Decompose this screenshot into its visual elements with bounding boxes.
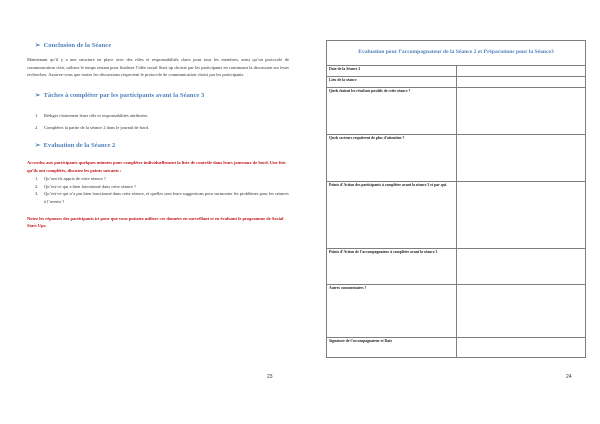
list-text: Qu’ont-ils appris de cette séance ? (44, 176, 106, 182)
table-row (327, 88, 586, 135)
row-label-lieu: Lieu de la séance (327, 77, 457, 88)
list-number: 2. (35, 183, 39, 189)
page-right (300, 0, 600, 424)
heading-tasks (35, 92, 289, 100)
evaluation-table-title: Evaluation pour l’accompagnateur de la Séance 2 et Préparations pour la Séance3 (327, 41, 586, 66)
row-input-commentaires[interactable] (456, 285, 586, 338)
list-item (27, 183, 289, 191)
row-input-secteurs[interactable] (456, 135, 586, 182)
row-label-secteurs: Quels secteurs requièrent de plus d’attention ? (327, 135, 457, 182)
row-input-date[interactable] (456, 66, 586, 77)
table-row (327, 249, 586, 285)
row-input-actions-accompagnateur[interactable] (456, 249, 586, 285)
page-number-right: 24 (566, 374, 572, 380)
questions-list (27, 175, 289, 206)
row-input-actions-participants[interactable] (456, 182, 586, 249)
list-item (27, 190, 289, 205)
arrow-icon: ➢ (35, 142, 41, 150)
row-label-resultats: Quels étaient les résultats positifs de cette séance ? (327, 88, 457, 135)
row-input-resultats[interactable] (456, 88, 586, 135)
list-text: Complétez la partie de la séance 2 dans le journal de bord. (44, 125, 149, 131)
row-input-lieu[interactable] (456, 77, 586, 88)
list-item (27, 112, 289, 120)
list-number: 2. (35, 125, 39, 131)
list-number: 1. (35, 112, 39, 118)
table-row (327, 285, 586, 338)
evaluation-intro: Accordez aux participants quelques minutes pour compléter individuellement la liste de contrôle dans leurs journaux de bord. Une fois qu’ils ont complétés, discutez les points suivants : (27, 159, 286, 173)
list-text: Qu’est-ce qui a bien fonctionné dans cette séance ? (44, 183, 136, 189)
table-row (327, 338, 586, 358)
row-input-signature[interactable] (456, 338, 586, 358)
table-row (327, 77, 586, 88)
heading-conclusion (35, 42, 289, 50)
list-item (27, 175, 289, 183)
table-row (327, 182, 586, 249)
evaluation-note: Notez les réponses des participants ici pour que vous puissiez utiliser ces données en surveillant et en évaluant le programme de Social Start Ups. (27, 215, 284, 229)
list-text: Rédiger clairement leurs rôle et responsabilités attribuées. (44, 112, 149, 118)
heading-evaluation (35, 142, 289, 150)
table-row (327, 66, 586, 77)
row-label-signature: Signature de l’accompagnateur et Date (327, 338, 457, 358)
list-number: 1. (35, 176, 39, 182)
evaluation-table (326, 40, 586, 358)
heading-conclusion-text: Conclusion de la Séance (43, 42, 112, 49)
arrow-icon: ➢ (35, 91, 41, 99)
list-number: 3. (35, 191, 39, 197)
heading-evaluation-text: Evaluation de la Séance 2 (43, 142, 116, 150)
table-row (327, 135, 586, 182)
list-item (27, 124, 289, 132)
arrow-icon: ➢ (35, 42, 41, 49)
row-label-actions-accompagnateur: Points d’Action de l’accompagnateur à compléter avant la séance 3 (327, 249, 457, 285)
row-label-actions-participants: Points d’Action des participants à compléter avant la séance 3 et par qui. (327, 182, 457, 249)
conclusion-paragraph: Maintenant qu’il y a une structure en place avec des rôles et responsabilités clairs pour tous les membres, ainsi qu’un protocole de communication clair, utilisez le temps restant pour finaliser l’idée social Start up choisie par les participants en continuant la discussion sur leurs recherches. Assurez-vous que toutes les discussions respectent le protocole de communication choisi par les participants. (27, 56, 289, 78)
page-number-left: 23 (267, 374, 273, 380)
row-label-date: Date de la Séance 2 (327, 66, 457, 77)
list-text: Qu’est-ce qui n’a pas bien fonctionné dans cette séance, et quelles sont leurs suggestions pour surmonter les problèmes pour les séances à l’avenir ? (44, 191, 289, 205)
left-content (27, 40, 289, 230)
tasks-list (27, 112, 289, 132)
row-label-commentaires: Autres commentaires ? (327, 285, 457, 338)
heading-tasks-text: Tâches à compléter par les participants avant la Séance 3 (43, 91, 205, 99)
